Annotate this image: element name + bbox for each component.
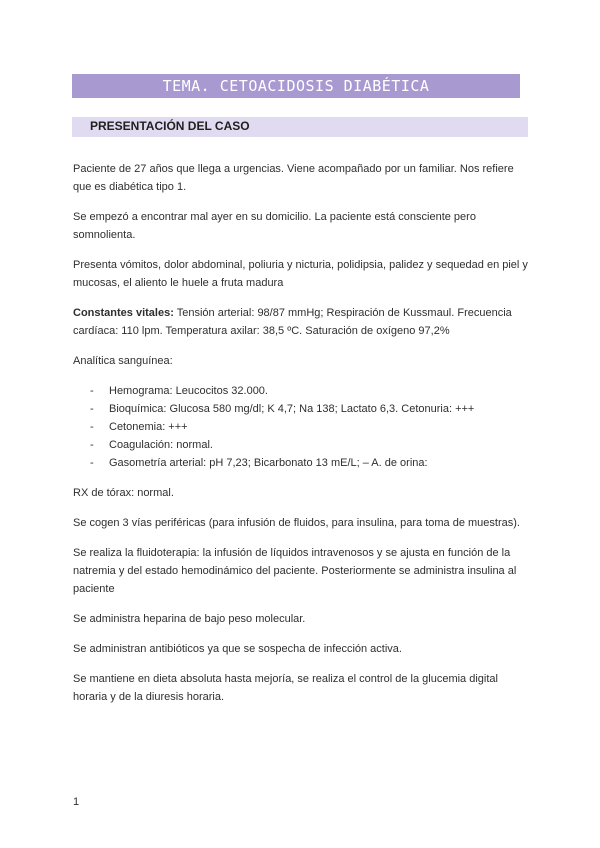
list-item: [73, 382, 533, 400]
title-banner: [72, 74, 520, 98]
list-item-text: Gasometría arterial: pH 7,23; Bicarbonato 13 mE/L; – A. de orina:: [109, 457, 428, 469]
paragraph-iv-lines: Se cogen 3 vías periféricas (para infusión de fluidos, para insulina, para toma de muestras).: [73, 517, 520, 529]
vital-signs-label: Constantes vitales:: [73, 307, 174, 319]
section-heading: PRESENTACIÓN DEL CASO: [90, 119, 250, 133]
document-body: [73, 160, 533, 718]
bullet-dash: -: [90, 403, 94, 415]
section-header-bar: [72, 117, 528, 137]
paragraph-fluid-therapy: Se realiza la fluidoterapia: la infusión de líquidos intravenosos y se ajusta en función de la natremia y del estado hemodinámico del paciente. Posteriormente se administra insulina al paciente: [73, 547, 517, 595]
paragraph-antibiotics: Se administran antibióticos ya que se sospecha de infección activa.: [73, 643, 402, 655]
list-item-text: Bioquímica: Glucosa 580 mg/dl; K 4,7; Na 138; Lactato 6,3. Cetonuria: +++: [109, 403, 475, 415]
paragraph-onset: Se empezó a encontrar mal ayer en su domicilio. La paciente está consciente pero somnolienta.: [73, 211, 476, 241]
paragraph-monitoring: Se mantiene en dieta absoluta hasta mejoría, se realiza el control de la glucemia digital horaria y de la diuresis horaria.: [73, 673, 498, 703]
list-item-text: Hemograma: Leucocitos 32.000.: [109, 385, 268, 397]
document-title: TEMA. CETOACIDOSIS DIABÉTICA: [162, 77, 430, 95]
bullet-dash: -: [90, 421, 94, 433]
paragraph-heparin: Se administra heparina de bajo peso molecular.: [73, 613, 306, 625]
vital-signs-text: Tensión arterial: 98/87 mmHg; Respiración de Kussmaul. Frecuencia cardíaca: 110 lpm. Temperatura axilar: 38,5 ºC. Saturación de oxígeno 97,2%: [73, 307, 512, 337]
bullet-dash: -: [90, 457, 94, 469]
list-item: [73, 418, 533, 436]
paragraph-vital-signs: [73, 304, 533, 340]
list-item-text: Coagulación: normal.: [109, 439, 213, 451]
paragraph-symptoms: Presenta vómitos, dolor abdominal, poliuria y nicturia, polidipsia, palidez y sequedad en piel y mucosas, el aliento le huele a fruta madura: [73, 259, 528, 289]
bullet-dash: -: [90, 439, 94, 451]
page-number: 1: [73, 796, 80, 808]
paragraph-patient-intro: Paciente de 27 años que llega a urgencias. Viene acompañado por un familiar. Nos refiere que es diabética tipo 1.: [73, 163, 514, 193]
list-item: [73, 454, 533, 472]
lab-heading: Analítica sanguínea:: [73, 355, 173, 367]
list-item: [73, 400, 533, 418]
lab-results-list: [73, 382, 533, 472]
list-item: [73, 436, 533, 454]
bullet-dash: -: [90, 385, 94, 397]
list-item-text: Cetonemia: +++: [109, 421, 188, 433]
paragraph-xray: RX de tórax: normal.: [73, 487, 174, 499]
